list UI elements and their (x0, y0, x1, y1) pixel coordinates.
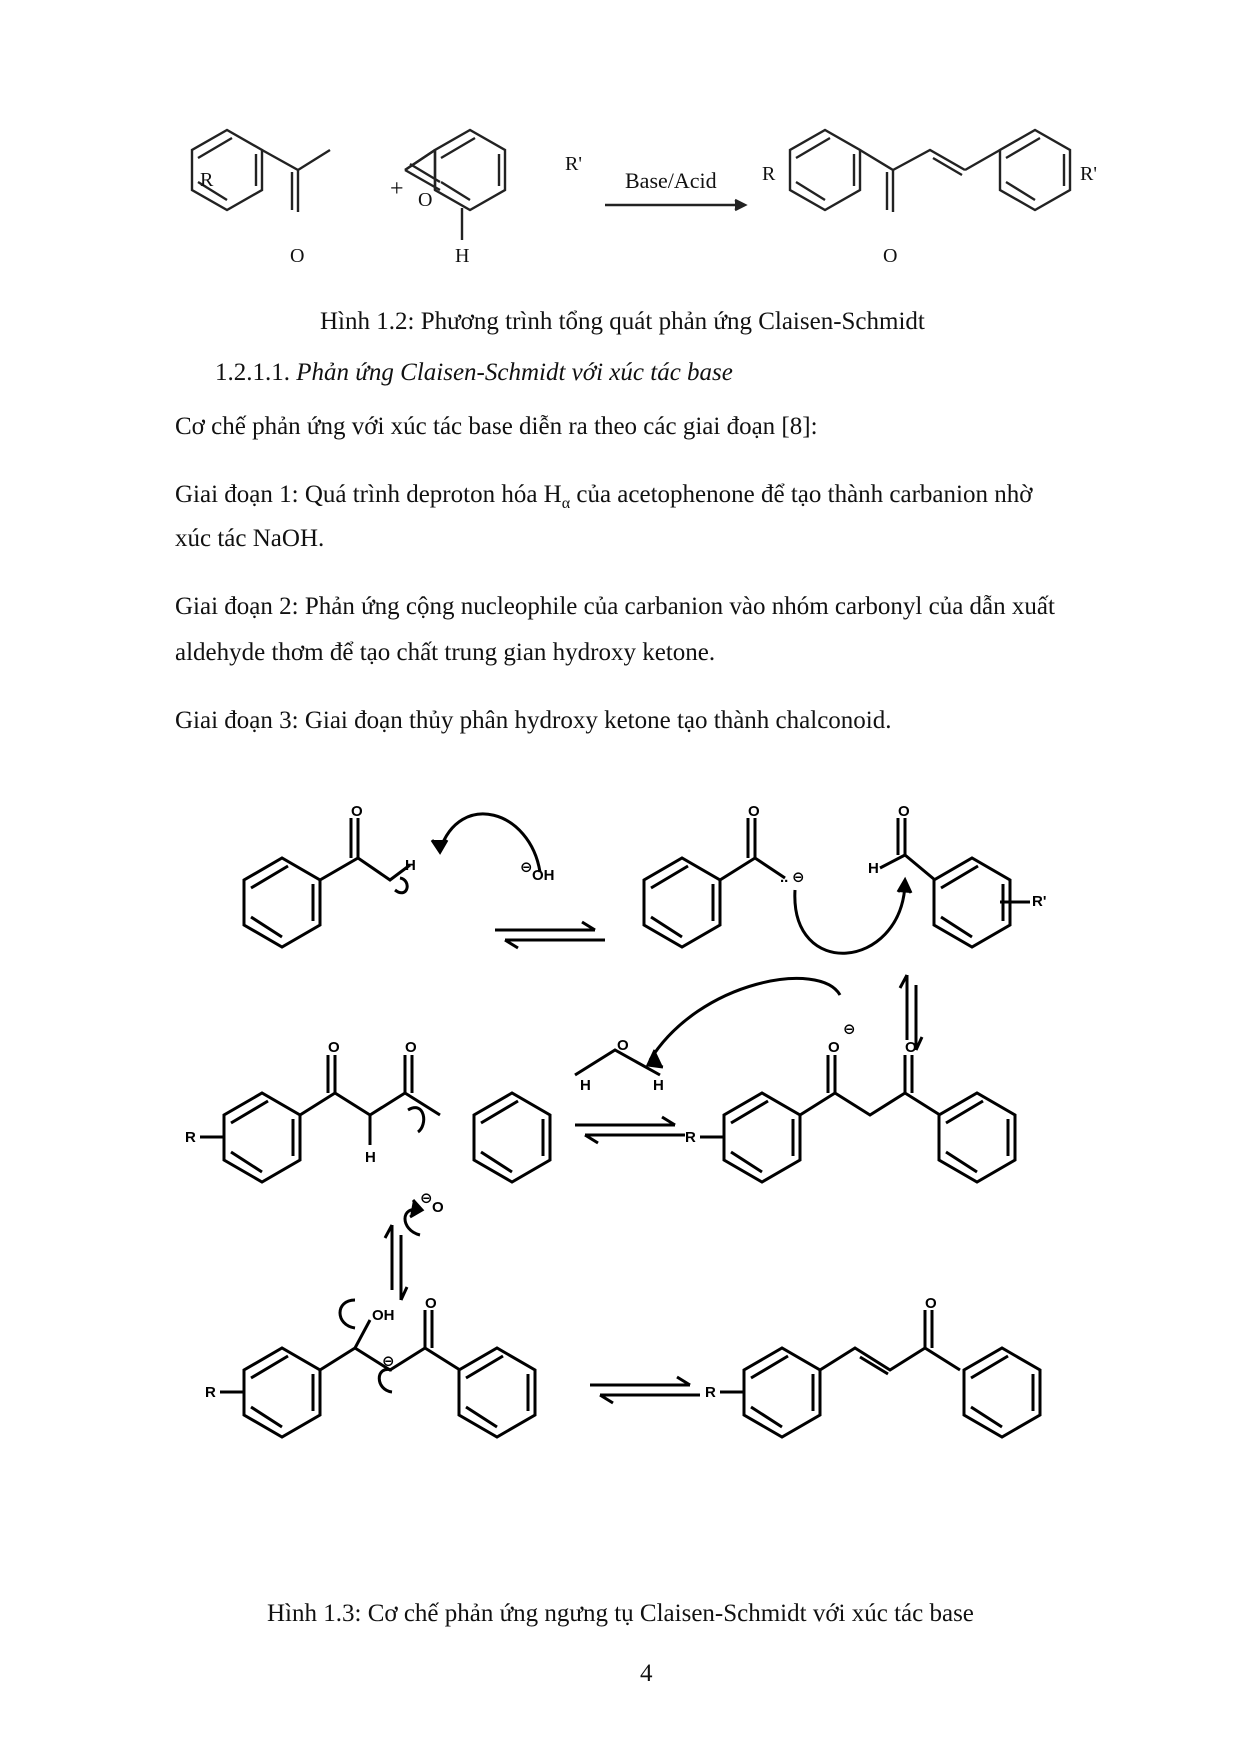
benzene-ring (459, 1348, 535, 1437)
alpha-subscript: α (561, 495, 571, 512)
oxygen-label: O (617, 1037, 629, 1054)
hydrogen-label: H (868, 860, 879, 877)
oxygen-label: O (883, 245, 898, 267)
hydroxyl-label: OH (372, 1307, 395, 1324)
paragraph-stage-2-line-2: aldehyde thơm để tạo chất trung gian hydroxy ketone. (175, 639, 716, 666)
figure-claisen-schmidt-general (0, 0, 1240, 300)
hydrogen-label: H (455, 245, 470, 267)
oxygen-label: O (328, 1039, 340, 1056)
page-number: 4 (640, 1660, 653, 1687)
oxygen-label: O (290, 245, 305, 267)
oxygen-label: O (828, 1039, 840, 1056)
minus-charge: ⊖ (420, 1190, 433, 1207)
oxygen-label: O (425, 1295, 437, 1312)
benzene-ring (724, 1093, 800, 1182)
paragraph-stage-2-line-1: Giai đoạn 2: Phản ứng cộng nucleophile của carbanion vào nhóm carbonyl của dẫn xuất (175, 593, 1055, 620)
benzene-ring (939, 1093, 1015, 1182)
oxygen-label: O (748, 803, 760, 820)
paragraph-stage-1-line-2: xúc tác NaOH. (175, 525, 325, 552)
substituent-r: R (185, 1129, 196, 1146)
benzene-ring (934, 858, 1010, 947)
substituent-r-prime: R' (1080, 163, 1097, 185)
paragraph-stage-1 (175, 478, 1032, 521)
stage-1-text-b: của acetophenone để tạo thành carbanion nhờ (570, 481, 1033, 508)
paragraph-intro: Cơ chế phản ứng với xúc tác base diễn ra theo các giai đoạn [8]: (175, 413, 818, 440)
benzene-ring (964, 1348, 1040, 1437)
hydrogen-label: H (405, 857, 416, 874)
section-heading (215, 356, 733, 390)
benzene-ring (244, 858, 320, 947)
minus-charge: ⊖ (843, 1021, 856, 1038)
oxygen-label: O (351, 803, 363, 820)
oxygen-label: O (905, 1039, 917, 1056)
lone-pair: .. (780, 869, 789, 886)
paragraph-stage-3: Giai đoạn 3: Giai đoạn thủy phân hydroxy ketone tạo thành chalconoid. (175, 707, 892, 734)
oxygen-label: O (898, 803, 910, 820)
mechanism-bonds (200, 814, 1040, 1437)
substituent-r: R (205, 1384, 216, 1401)
hydrogen-label: H (653, 1077, 664, 1094)
benzene-ring (744, 1348, 820, 1437)
minus-charge: ⊖ (382, 1353, 395, 1370)
section-number: 1.2.1.1. (215, 359, 290, 386)
figure-mechanism (0, 780, 1240, 1560)
hydrogen-label: H (365, 1149, 376, 1166)
minus-charge: ⊖ (792, 869, 805, 886)
figure-1-3-caption: Hình 1.3: Cơ chế phản ứng ngưng tụ Claisen-Schmidt với xúc tác base (267, 1600, 974, 1627)
benzene-ring (244, 1348, 320, 1437)
substituent-r: R (705, 1384, 716, 1401)
figure-1-2-caption: Hình 1.2: Phương trình tổng quát phản ứng Claisen-Schmidt (320, 308, 925, 335)
oxygen-label: O (432, 1199, 444, 1216)
stage-1-text-a: Giai đoạn 1: Quá trình deproton hóa H (175, 481, 562, 508)
substituent-r: R (685, 1129, 696, 1146)
arrow-label: Base/Acid (625, 168, 717, 193)
oxygen-label: O (925, 1295, 937, 1312)
substituent-r: R (762, 163, 776, 185)
benzene-ring (644, 858, 720, 947)
benzene-ring (474, 1093, 550, 1182)
oxygen-label: O (418, 189, 433, 211)
substituent-r-prime: R' (1032, 893, 1047, 910)
benzene-ring (224, 1093, 300, 1182)
section-title: Phản ứng Claisen-Schmidt với xúc tác base (296, 359, 733, 386)
hydrogen-label: H (580, 1077, 591, 1094)
minus-charge: ⊖ (520, 859, 533, 876)
hydroxide-label: OH (532, 867, 555, 884)
substituent-r: R (200, 169, 214, 191)
oxygen-label: O (405, 1039, 417, 1056)
plus-sign: + (390, 176, 404, 202)
substituent-r-prime: R' (565, 153, 582, 175)
